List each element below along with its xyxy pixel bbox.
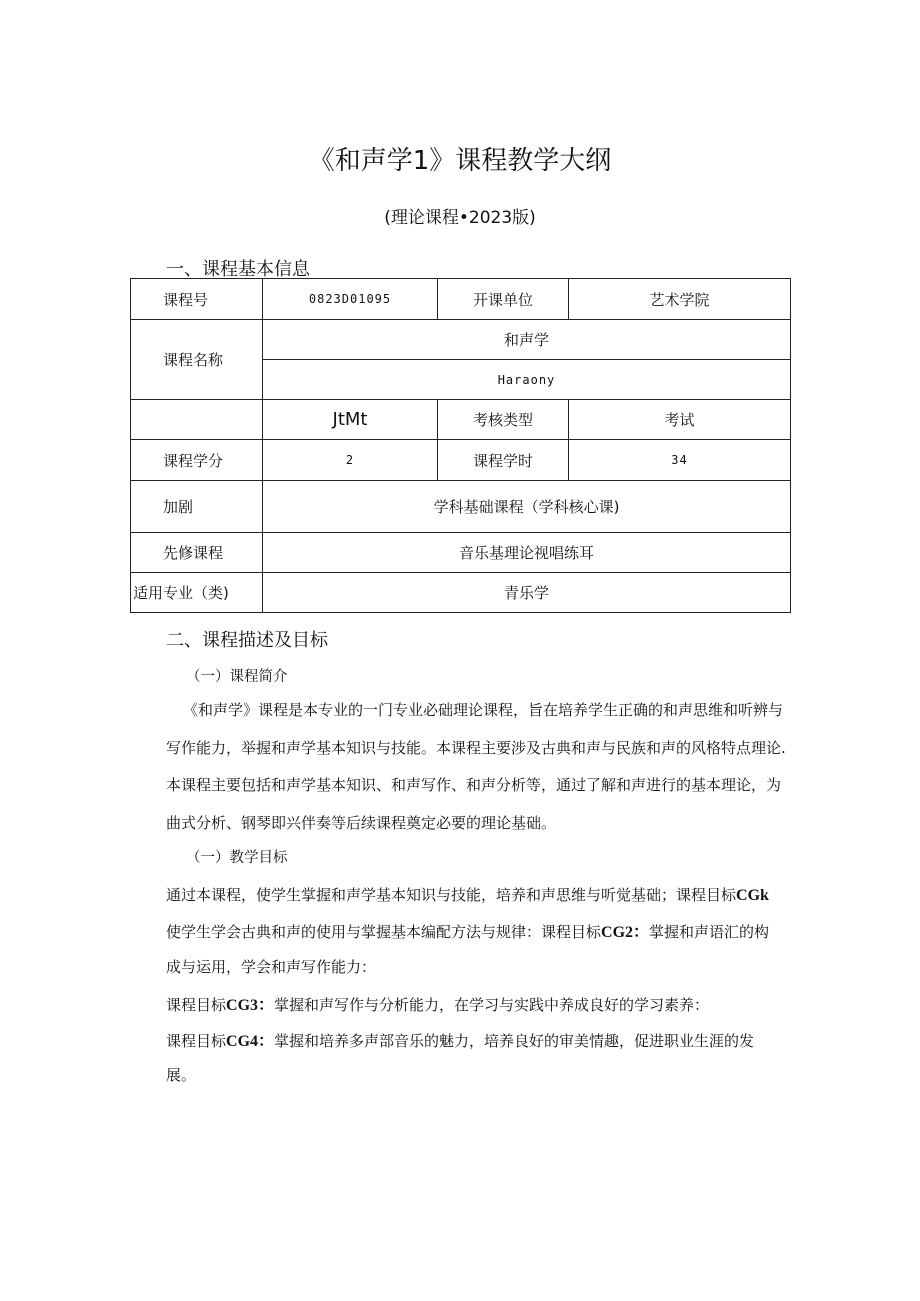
table-row	[131, 320, 791, 360]
credits-label: 课程学分	[131, 440, 263, 481]
goal-subheading: （一）教学目标	[186, 850, 288, 866]
table-row	[131, 533, 791, 573]
table-row	[131, 279, 791, 320]
goal-line-2	[166, 919, 806, 942]
goal-line-5-text: 掌握和培养多声部音乐的魅力，培养良好的审美情趣，促进职业生涯的发	[274, 1032, 755, 1050]
credits-value: 2	[263, 440, 438, 481]
major-value: 青乐学	[263, 573, 791, 613]
course-name-en: Haraony	[263, 360, 791, 400]
category-label: 加剧	[131, 481, 263, 533]
goal-line-4-prefix: 课程目标	[166, 996, 227, 1014]
document-title: 《和声学1》课程教学大纲	[308, 146, 612, 176]
goal-line-2-text: 使学生学会古典和声的使用与掌握基本编配方法与规律：课程目标	[166, 923, 602, 941]
course-name-label: 课程名称	[131, 320, 263, 400]
hours-value: 34	[569, 440, 791, 481]
exam-type-value: 考试	[569, 400, 791, 440]
table-row	[131, 400, 791, 440]
course-code-label: 课程号	[131, 279, 263, 320]
dept-value: 艺术学院	[569, 279, 791, 320]
hours-label: 课程学时	[438, 440, 569, 481]
goal-line-4-text: 掌握和声写作与分析能力，在学习与实践中养成良好的学习素养：	[274, 996, 710, 1014]
intro-paragraph: 《和声学》课程是本专业的一门专业必础理论课程，旨在培养学生正确的和声思维和听辨与写作能力，举握和声学基本知识与技能。本课程主要涉及古典和声与民族和声的风格特点理论.本课程主要包括和声学基本知识、和声写作、和声分析等，通过了解和声进行的基本理论，为曲式分析、钢琴即兴伴奏等后续课程奠定必要的理论基础。	[166, 701, 786, 832]
goal-code-cg4: CG4：	[226, 1033, 275, 1050]
goal-line-3: 成与运用，学会和声写作能力：	[166, 958, 377, 976]
goal-code-cg3: CG3：	[226, 997, 275, 1014]
section-heading-basic-info: 一、课程基本信息	[166, 259, 310, 280]
goal-line-1-text: 通过本课程，使学生掌握和声学基本知识与技能，培养和声思维与听觉基础；课程目标	[166, 886, 737, 904]
goal-line-4	[166, 992, 806, 1015]
intro-subheading: （一）课程简介	[186, 669, 288, 685]
course-name-cn: 和声学	[263, 320, 791, 360]
goal-line-5	[166, 1028, 806, 1051]
goal-code-cg1: CGk	[736, 887, 769, 904]
document-subtitle: (理论课程•2023版)	[384, 208, 536, 228]
prereq-value: 音乐基理论视唱练耳	[263, 533, 791, 573]
category-value: 学科基础课程（学科核心课)	[263, 481, 791, 533]
prereq-label: 先修课程	[131, 533, 263, 573]
goal-line-2-tail: 掌握和声语汇的构	[649, 923, 770, 941]
table-row	[131, 440, 791, 481]
goal-code-cg2: CG2：	[601, 924, 650, 941]
row-value: JtMt	[263, 400, 438, 440]
table-row	[131, 573, 791, 613]
goal-line-1	[166, 884, 806, 905]
major-label: 适用专业（类)	[131, 573, 263, 613]
course-code-value: 0823D01095	[263, 279, 438, 320]
goal-line-6: 展。	[166, 1066, 197, 1084]
section-heading-description: 二、课程描述及目标	[166, 630, 328, 651]
empty-cell	[131, 400, 263, 440]
exam-type-label: 考核类型	[438, 400, 569, 440]
dept-label: 开课单位	[438, 279, 569, 320]
course-info-table	[130, 278, 791, 613]
goal-line-5-prefix: 课程目标	[166, 1032, 227, 1050]
table-row	[131, 481, 791, 533]
